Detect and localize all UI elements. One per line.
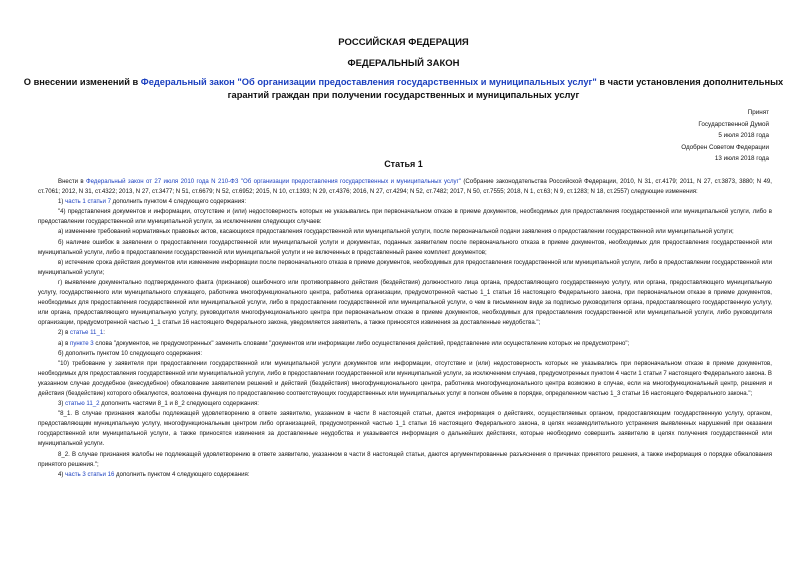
article-11-1-link[interactable]: статье 11_1: [70, 329, 104, 337]
article-11-2-link[interactable]: статью 11_2: [65, 400, 100, 408]
paragraph-sub-a: а) изменение требований нормативных правовых актов, касающихся предоставления государственной или муниципальной услуги, после первоначальной подачи заявления о предоставлении государственной или муниципальной услуги;: [58, 228, 734, 236]
text-span: дополнить пунктом 4 следующего содержания:: [114, 470, 250, 478]
adopted-by: Государственной Думой: [698, 120, 769, 128]
approved-by: Одобрен Советом Федерации: [681, 143, 769, 151]
article-16-link[interactable]: часть 3 статьи 16: [65, 470, 115, 478]
law-title-link[interactable]: Федеральный закон "Об организации предоставления государственных и муниципальных услуг": [140, 77, 597, 87]
adoption-info: [681, 107, 769, 165]
article-7-link[interactable]: часть 1 статьи 7: [65, 198, 111, 206]
paragraph-point-4: "4) представления документов и информации, отсутствие и (или) недостоверность которых не указывались при первоначальном отказе в приеме документов, необходимых для предоставления государственной или муниципальной услуги, либо в предоставлении государственной или муниципальной услуги, за исключением следующих случаев:: [38, 208, 772, 226]
text-span: дополнить пунктом 4 следующего содержания:: [110, 198, 247, 206]
paragraph-sub-g: г) выявление документально подтвержденного факта (признаков) ошибочного или противоправного действия (бездействия) должностного лица органа, предоставляющего государственную услугу, или органа, предоставляющего муниципальную услугу, государственного или муниципального служащего, работника многофункционального центра, работника организации, предусмотренной частью 1_1 статьи 16 настоящего Федерального закона, при первоначальном отказе в приеме документов, необходимых для предоставления государственной или муниципальной услуги, либо в предоставлении государственной или муниципальной услуги, о чем в письменном виде за подписью руководителя органа, предоставляющего государственную услугу, или органа, предоставляющего муниципальную услугу, руководителя многофункционального центра при первоначальном отказе в приеме документов, необходимых для предоставления государственной или муниципальной услуги, либо руководителя организации, предусмотренной частью 1_1 статьи 16 настоящего Федерального закона, уведомляется заявитель, а также приносятся извинения за доставленные неудобства.";: [38, 278, 772, 327]
text-span: :: [103, 329, 105, 337]
paragraph-item-3: [38, 399, 772, 409]
law-title: [20, 76, 787, 102]
paragraph-sub-v: в) истечение срока действия документов или изменение информации после первоначального отказа в приеме документов, необходимых для предоставления государственной или муниципальной услуги, либо в предоставлении государственной или муниципальной услуги;: [38, 258, 772, 276]
text-span: 3): [58, 400, 66, 408]
paragraph-sub-b: б) наличие ошибок в заявлении о предоставлении государственной или муниципальной услуги и документах, поданных заявителем после первоначального отказа в приеме документов, необходимых для предоставления государственной или муниципальной услуги, либо в предоставлении государственной или муниципальной услуги и не включенных в представленный ранее комплект документов;: [38, 238, 772, 256]
text-span: 1): [58, 198, 66, 206]
paragraph-sub-b-2: б) дополнить пунктом 10 следующего содержания:: [58, 349, 203, 357]
text-span: слова "документов, не предусмотренных" заменить словами "документов или информации либо осуществления действий, представление или осуществление которых не предусмотрено";: [93, 339, 630, 347]
article-body: [38, 177, 772, 480]
country-heading: РОССИЙСКАЯ ФЕДЕРАЦИЯ: [338, 37, 469, 48]
paragraph-part-8-2: 8_2. В случае признания жалобы не подлежащей удовлетворению в ответе заявителю, указанном в части 8 настоящей статьи, даются аргументированные разъяснения о причинах принятого решения, а также информация о порядке обжалования принятого решения.";: [38, 450, 772, 468]
text-span: а) в: [58, 339, 71, 347]
text-span: дополнить частями 8_1 и 8_2 следующего содержания:: [99, 400, 259, 408]
adopted-label: Принят: [747, 109, 769, 116]
point-3-link[interactable]: пункте 3: [70, 339, 94, 347]
approved-date: 13 июля 2018 года: [714, 155, 769, 162]
text-span: 4): [58, 470, 66, 478]
paragraph-intro: [38, 177, 772, 197]
paragraph-point-10: "10) требование у заявителя при предоставлении государственной или муниципальной услуги документов или информации, отсутствие и (или) недостоверность которых не указывались при первоначальном отказе в приеме документов, необходимых для предоставления государственной или муниципальной услуги, либо в предоставлении государственной или муниципальной услуги, за исключением случаев, предусмотренных пунктом 4 части 1 статьи 7 настоящего Федерального закона. В указанном случае досудебное (внесудебное) обжалование заявителем решений и действий (бездействия) многофункционального центра, работника многофункционального центра возможно в случае, если на многофункциональный центр, решения и действия (бездействие) которого обжалуются, возложена функция по предоставлению соответствующих государственных или муниципальных услуг в полном объеме в порядке, определенном частью 1_3 статьи 16 настоящего Федерального закона.";: [38, 359, 772, 397]
paragraph-item-1: [38, 197, 772, 207]
adopted-date: 5 июля 2018 года: [718, 132, 769, 139]
law-reference-link[interactable]: Федеральный закон от 27 июля 2010 года N 210-ФЗ "Об организации предоставления государственных и муниципальных услуг": [86, 178, 461, 185]
law-title-suffix: в части установления дополнительных гарантий граждан при получении государственных и муниципальных услуг: [227, 77, 784, 100]
paragraph-part-8-1: "8_1. В случае признания жалобы подлежащей удовлетворению в ответе заявителю, указанном в части 8 настоящей статьи, дается информация о действиях, осуществляемых органом, предоставляющим государственную услугу, органом, предоставляющим муниципальную услугу, многофункциональным центром либо организацией, предусмотренной частью 1_1 статьи 16 настоящего Федерального закона, в целях незамедлительного устранения выявленных нарушений при оказании государственной или муниципальной услуги, а также приносятся извинения за доставленные неудобства и указывается информация о дальнейших действиях, которые необходимо совершить заявителю в целях получения государственной или муниципальной услуги.: [38, 410, 772, 448]
paragraph-item-2: [38, 328, 772, 338]
paragraph-sub-a-2: [38, 339, 772, 349]
law-type-heading: ФЕДЕРАЛЬНЫЙ ЗАКОН: [347, 58, 460, 69]
paragraph-item-4: [38, 470, 772, 480]
article-title: Статья 1: [384, 159, 423, 169]
text-span: Внести в: [58, 178, 87, 185]
law-title-prefix: О внесении изменений в: [23, 77, 141, 87]
text-span: (Собрание законодательства Российской Федерации, 2010, N 31, ст.4179; 2011, N 27, ст.3873, 3880; N 49, ст.7061; 2012, N 31, ст.4322; 2013, N 27, ст.3477; N 51, ст.6679; N 52, ст.6952; 2015, N 10, ст.1393; N 29, ст.4376; 2016, N 27, ст.4294; N 52, ст.7482; 2017, N 50, ст.7555; 2018, N 1, ст.63; N 9, ст.1283; N 18, ст.2557) следующие изменения:: [38, 178, 772, 196]
text-span: 2) в: [58, 329, 71, 337]
